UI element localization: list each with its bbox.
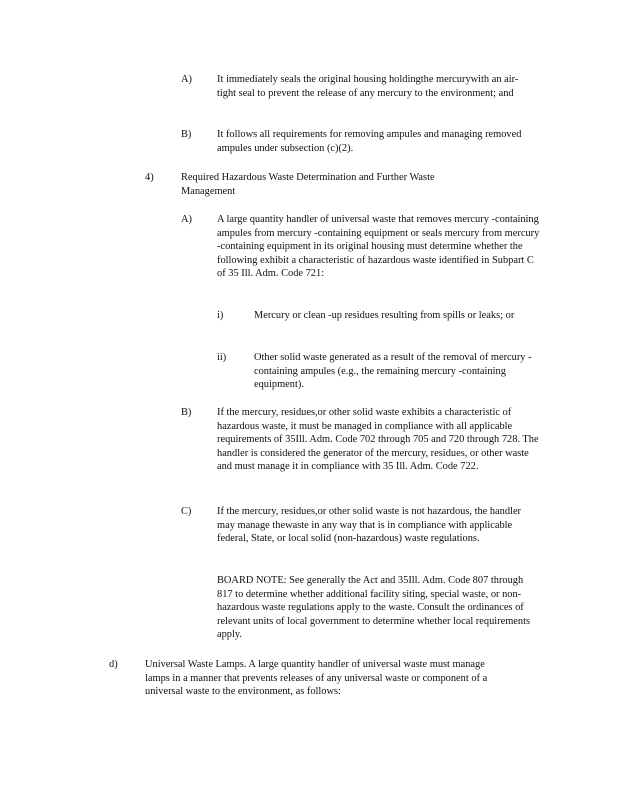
item-label: d) bbox=[109, 659, 118, 670]
item-text: Required Hazardous Waste Determination and Further Waste Management bbox=[181, 172, 435, 197]
item-label: ii) bbox=[217, 352, 227, 363]
item-label: C) bbox=[181, 506, 192, 517]
item-text: Universal Waste Lamps. A large quantity handler of universal waste must manage lamps in a manner that prevents releases of any universal waste or component of a universal waste to the environment, as follows: bbox=[145, 659, 488, 698]
item-label: A) bbox=[181, 74, 192, 85]
item-text: If the mercury, residues,or other solid waste is not hazardous, the handler may manage thewaste in any way that is in compliance with applicable federal, State, or local solid (non-hazardous) waste regulations. bbox=[217, 506, 522, 545]
item-label: A) bbox=[181, 214, 192, 225]
item-text: It immediately seals the original housing holdingthe mercurywith an air-tight seal to prevent the release of any mercury to the environment; and bbox=[217, 74, 519, 99]
item-label: B) bbox=[181, 129, 192, 140]
item-label: i) bbox=[217, 310, 224, 321]
item-text: Mercury or clean -up residues resulting from spills or leaks; or bbox=[254, 310, 515, 321]
item-text: If the mercury, residues,or other solid waste exhibits a characteristic of hazardous waste, it must be managed in compliance with all applicable requirements of 35Ill. Adm. Code 702 through 705 and 720 through 728. The handler is considered the generator of the mercury, residues, or other waste and must manage it in compliance with 35 Ill. Adm. Code 722. bbox=[217, 407, 539, 473]
item-text: A large quantity handler of universal waste that removes mercury -containing ampules from mercury -containing equipment or seals mercury from mercury -containing equipment in its original housing must determine whether the following exhibit a characteristic of hazardous waste identified in Subpart C of 35 Ill. Adm. Code 721: bbox=[217, 214, 540, 280]
item-text: Other solid waste generated as a result of the removal of mercury -containing ampules (e.g., the remaining mercury -containing equipment). bbox=[254, 352, 532, 391]
item-text: It follows all requirements for removing ampules and managing removed ampules under subsection (c)(2). bbox=[217, 129, 522, 154]
board-note-text: BOARD NOTE: See generally the Act and 35Ill. Adm. Code 807 through 817 to determine whether additional facility siting, special waste, or non-hazardous waste regulations apply to the waste. Consult the ordinances of relevant units of local government to determine whether local requirements apply. bbox=[217, 575, 531, 641]
item-label: 4) bbox=[145, 172, 154, 183]
item-label: B) bbox=[181, 407, 192, 418]
